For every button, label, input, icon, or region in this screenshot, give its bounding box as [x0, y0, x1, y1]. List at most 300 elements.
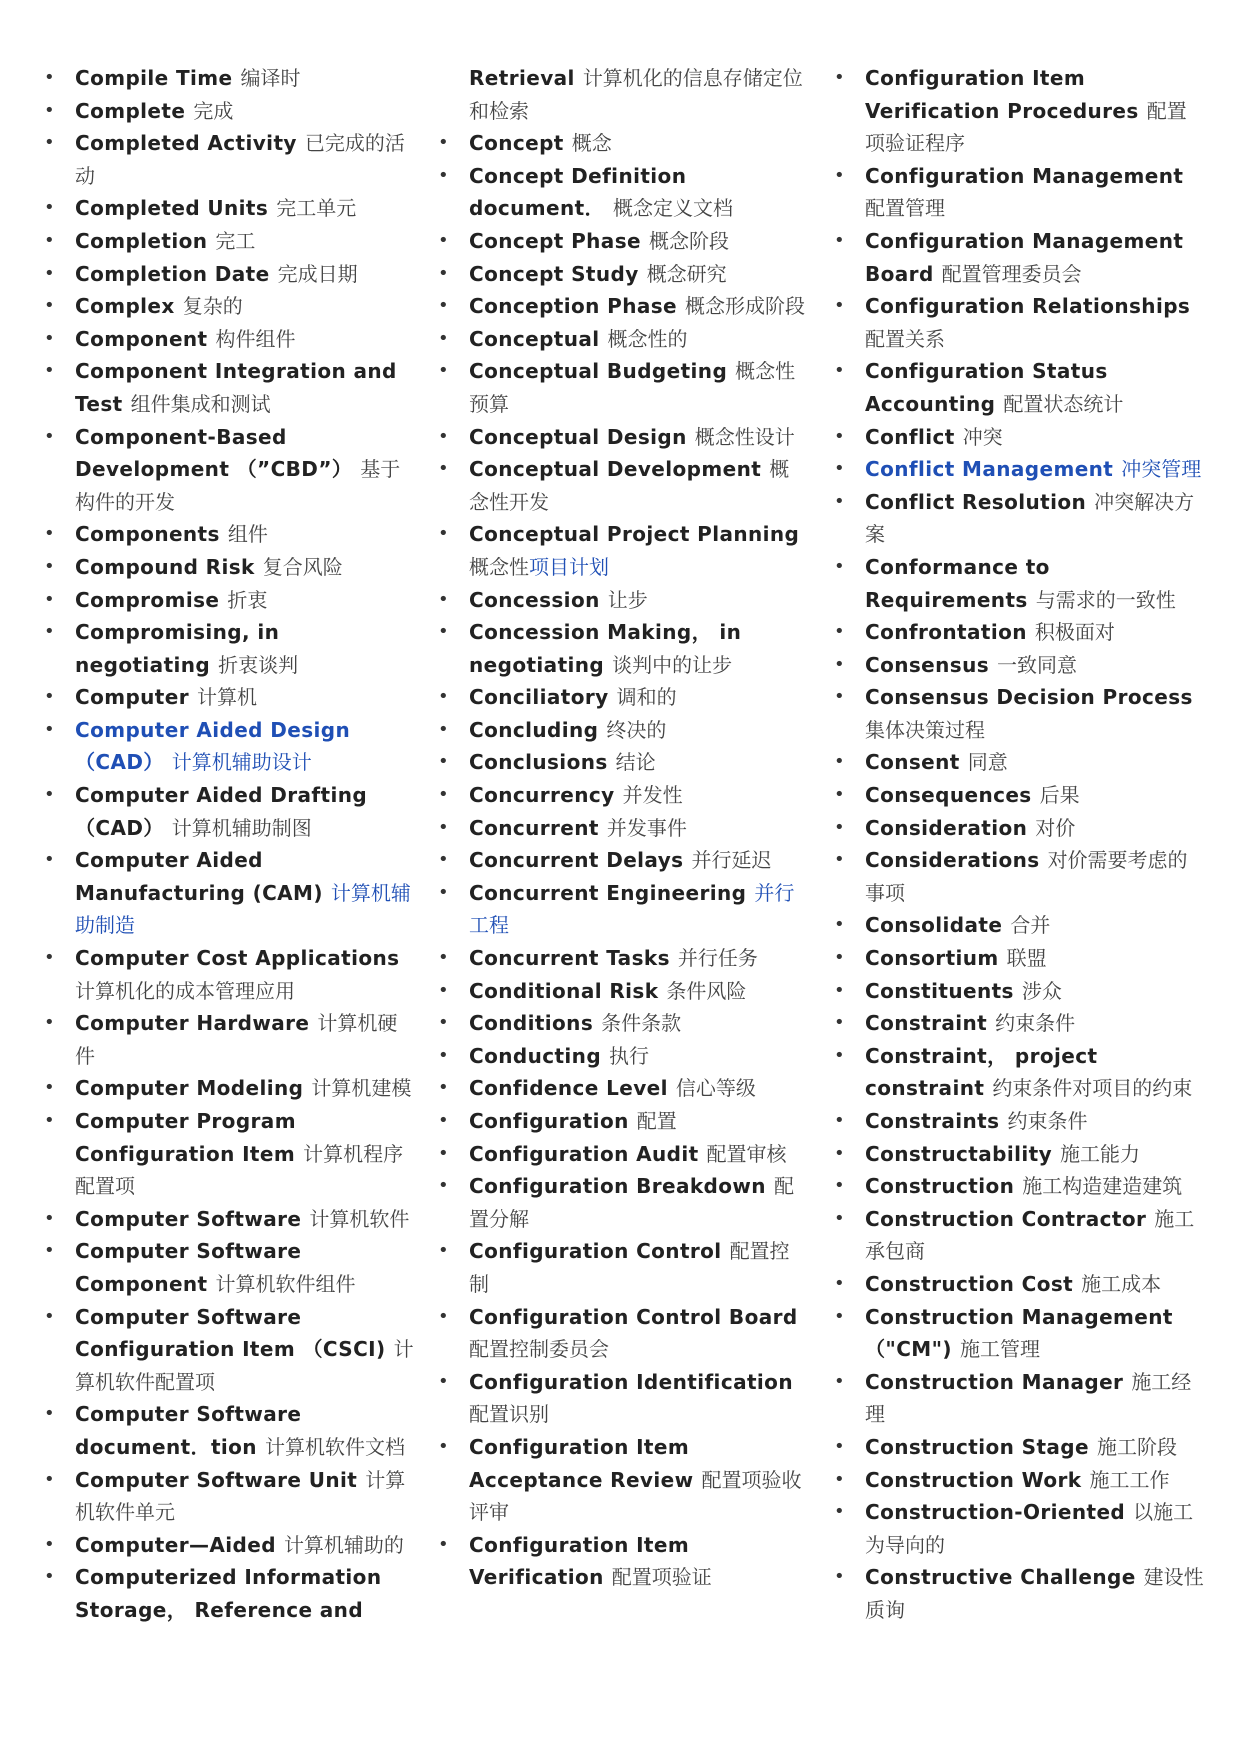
glossary-entry — [438, 1366, 808, 1431]
term-chinese: 配置管理 — [865, 196, 945, 221]
term-chinese: 配置管理委员会 — [941, 261, 1082, 286]
bullet-icon: • — [834, 653, 845, 675]
term-english: Compromise — [75, 587, 220, 612]
term-chinese: 施工成本 — [1081, 1271, 1162, 1296]
glossary-entry — [834, 649, 1206, 682]
bullet-icon: • — [44, 197, 55, 219]
glossary-entry — [438, 453, 808, 518]
bullet-icon: • — [438, 425, 449, 447]
glossary-entry — [438, 746, 808, 779]
term-english: Configuration Audit — [469, 1141, 699, 1166]
glossary-entry — [834, 1138, 1206, 1171]
term-chinese: 涉众 — [1021, 978, 1062, 1003]
term-chinese: 计算机软件文档 — [264, 1434, 405, 1459]
term-chinese: 冲突解决方案 — [865, 489, 1195, 547]
term-english: Computer Cost Applications — [75, 946, 400, 971]
glossary-entry — [44, 1561, 414, 1626]
bullet-icon: • — [44, 1077, 55, 1099]
term-english: Conditions — [469, 1011, 594, 1036]
term-english: Conflict — [865, 424, 955, 449]
glossary-entry — [834, 1203, 1206, 1268]
term-english: Retrieval — [469, 66, 575, 90]
term-english: Configuration — [469, 1109, 629, 1133]
term-english: Compile Time — [75, 66, 233, 90]
term-english: Considerations — [865, 848, 1040, 873]
glossary-entry — [834, 355, 1206, 420]
term-chinese: 计算机软件组件 — [215, 1271, 356, 1296]
term-english: Components — [75, 522, 220, 547]
glossary-entry — [438, 1040, 808, 1073]
bullet-icon: • — [44, 1566, 55, 1588]
bullet-icon: • — [438, 360, 449, 382]
glossary-entry — [44, 551, 414, 584]
term-english: Concept Study — [469, 261, 639, 286]
glossary-entry — [44, 355, 414, 420]
glossary-entry — [438, 942, 808, 975]
term-chinese: 配置 — [636, 1109, 677, 1133]
term-chinese: 概念阶段 — [648, 228, 729, 253]
term-chinese: 概念性预算 — [469, 359, 796, 416]
glossary-entry — [834, 1105, 1206, 1138]
term-chinese: 合并 — [1010, 913, 1051, 938]
term-chinese: 概念性的 — [607, 326, 688, 351]
glossary-entry — [438, 1072, 808, 1105]
term-english: Configuration Item Verification Procedures — [865, 66, 1139, 123]
bullet-icon: • — [834, 1175, 845, 1197]
term-chinese: 计算机辅助制图 — [171, 815, 312, 840]
term-english: Confrontation — [865, 620, 1027, 645]
bullet-icon: • — [44, 295, 55, 317]
term-english: Conditional Risk — [469, 978, 659, 1003]
term-chinese: 与需求的一致性 — [1035, 587, 1176, 612]
term-english: Consortium — [865, 946, 999, 971]
term-chinese: 结论 — [615, 750, 656, 775]
bullet-icon: • — [44, 1207, 55, 1229]
term-chinese: 施工承包商 — [865, 1206, 1195, 1264]
glossary-entry — [834, 616, 1206, 649]
term-english: Concurrent Delays — [469, 848, 684, 873]
bullet-icon: • — [438, 132, 449, 154]
term-chinese: 完工 — [215, 228, 256, 253]
glossary-entry — [834, 812, 1206, 845]
term-english: Computer Software Unit — [75, 1467, 358, 1492]
bullet-icon: • — [834, 686, 845, 708]
glossary-entry — [44, 421, 414, 519]
bullet-icon: • — [44, 1533, 55, 1555]
term-english: Conceptual Project Planning — [469, 522, 800, 547]
bullet-icon: • — [44, 99, 55, 121]
glossary-entry — [44, 616, 414, 681]
term-chinese: 配置分解 — [469, 1174, 794, 1231]
term-chinese: 并行工程 — [469, 880, 795, 938]
glossary-entry — [44, 1301, 414, 1399]
bullet-icon: • — [438, 229, 449, 251]
bullet-icon: • — [44, 718, 55, 740]
term-english: Construction Work — [865, 1467, 1082, 1492]
term-chinese: 编译时 — [240, 66, 301, 90]
glossary-entry — [438, 160, 808, 225]
term-english: Concurrent Engineering — [469, 880, 747, 905]
glossary-entry — [438, 714, 808, 747]
glossary-entry — [438, 1138, 808, 1171]
glossary-entry — [438, 518, 808, 583]
term-chinese: 概念定义文档 — [612, 196, 733, 221]
bullet-icon: • — [438, 1533, 449, 1555]
term-chinese: 概念形成阶段 — [685, 294, 806, 319]
term-english: Confidence Level — [469, 1076, 668, 1101]
bullet-icon: • — [438, 621, 449, 643]
term-chinese: 并发事件 — [606, 815, 687, 840]
bullet-icon: • — [44, 621, 55, 643]
term-chinese: 配置控制委员会 — [469, 1337, 609, 1362]
glossary-entry — [834, 1561, 1206, 1626]
term-english: Construction-Oriented — [865, 1500, 1126, 1525]
term-english: Compromising, in negotiating — [75, 620, 280, 677]
glossary-entry — [834, 681, 1206, 746]
term-chinese: 基于构件的开发 — [75, 457, 401, 514]
term-english: Completed Activity — [75, 131, 297, 156]
term-chinese: 复合风险 — [262, 554, 343, 579]
term-chinese: 集体决策过程 — [865, 717, 985, 742]
term-chinese: 折衷 — [227, 587, 268, 612]
term-chinese: 施工阶段 — [1096, 1434, 1177, 1459]
bullet-icon: • — [44, 1468, 55, 1490]
bullet-icon: • — [438, 1175, 449, 1197]
term-chinese: 配置项验证程序 — [865, 98, 1187, 156]
term-english: Computer Modeling — [75, 1076, 304, 1101]
glossary-entry — [438, 1301, 808, 1366]
term-english: Construction Contractor — [865, 1206, 1147, 1231]
glossary-entry — [834, 551, 1206, 616]
term-chinese: 概念研究 — [646, 261, 727, 286]
bullet-icon: • — [44, 947, 55, 969]
term-english: Computer Software — [75, 1206, 302, 1231]
glossary-entry — [438, 323, 808, 356]
glossary-entry — [44, 1007, 414, 1072]
bullet-icon: • — [834, 1207, 845, 1229]
term-chinese: 施工能力 — [1060, 1141, 1141, 1166]
term-english: Construction Management （"CM") — [865, 1304, 1173, 1362]
term-english: Complete — [75, 98, 186, 123]
bullet-icon: • — [438, 262, 449, 284]
bullet-icon: • — [834, 425, 845, 447]
term-english: Concept — [469, 131, 564, 156]
glossary-entry — [834, 1040, 1206, 1105]
glossary-entry — [438, 258, 808, 291]
term-english: Conformance to Requirements — [865, 554, 1050, 612]
term-english: Configuration Control Board — [469, 1304, 798, 1329]
term-english: Computer—Aided — [75, 1532, 276, 1557]
glossary-entry — [834, 779, 1206, 812]
bullet-icon: • — [834, 816, 845, 838]
term-english: Configuration Control — [469, 1239, 722, 1264]
glossary-entry — [44, 779, 414, 844]
bullet-icon: • — [834, 1305, 845, 1327]
bullet-icon: • — [44, 67, 55, 88]
bullet-icon: • — [438, 849, 449, 871]
glossary-entry — [44, 844, 414, 942]
term-english: Completion — [75, 228, 208, 253]
term-english: Concluding — [469, 717, 599, 742]
bullet-icon: • — [834, 295, 845, 317]
term-chinese: 组件 — [227, 522, 268, 547]
term-chinese: 概念 — [571, 131, 612, 156]
term-chinese: 建设性质询 — [865, 1565, 1204, 1622]
term-chinese: 冲突管理 — [1121, 457, 1202, 482]
term-chinese: 施工管理 — [959, 1337, 1040, 1362]
term-chinese: 冲突 — [962, 424, 1003, 449]
term-chinese: 组件集成和测试 — [130, 391, 271, 416]
bullet-icon: • — [834, 360, 845, 382]
bullet-icon: • — [438, 784, 449, 806]
glossary-entry — [44, 518, 414, 551]
term-chinese: 计算机辅助设计 — [171, 750, 312, 775]
term-english: Computer Software Configuration Item （CSCI) — [75, 1304, 386, 1362]
term-english: Completion Date — [75, 261, 270, 286]
bullet-icon: • — [438, 523, 449, 545]
glossary-entry — [44, 258, 414, 291]
bullet-icon: • — [44, 1110, 55, 1131]
term-chinese: 以施工为导向的 — [865, 1500, 1194, 1557]
term-chinese: 信心等级 — [675, 1076, 756, 1101]
glossary-entry — [834, 486, 1206, 551]
bullet-icon: • — [438, 1110, 449, 1131]
glossary-entry — [438, 584, 808, 617]
term-chinese: 施工构造建造建筑 — [1022, 1174, 1183, 1199]
bullet-icon: • — [834, 979, 845, 1001]
glossary-entry — [834, 1170, 1206, 1203]
bullet-icon: • — [44, 1012, 55, 1034]
bullet-icon: • — [834, 1012, 845, 1034]
term-english: Concurrency — [469, 783, 615, 808]
term-english: Configuration Relationships — [865, 294, 1191, 319]
term-chinese-link: 项目计划 — [529, 554, 609, 579]
term-chinese: 约束条件 — [995, 1011, 1076, 1036]
bullet-icon: • — [834, 947, 845, 969]
bullet-icon: • — [834, 849, 845, 871]
term-chinese: 调和的 — [616, 685, 677, 710]
term-english: Conceptual Budgeting — [469, 359, 728, 384]
term-english: Construction Manager — [865, 1369, 1124, 1394]
glossary-entry — [44, 1235, 414, 1300]
glossary-entry — [834, 844, 1206, 909]
glossary-entry — [438, 812, 808, 845]
term-english: Constraint — [865, 1011, 988, 1036]
term-english: Conducting — [469, 1043, 602, 1068]
bullet-icon: • — [438, 1012, 449, 1034]
term-chinese: 施工经理 — [865, 1369, 1192, 1427]
term-chinese: 构件组件 — [215, 326, 296, 351]
glossary-entry — [44, 192, 414, 225]
bullet-icon: • — [834, 784, 845, 806]
glossary-entry — [834, 290, 1206, 355]
bullet-icon: • — [438, 718, 449, 740]
term-english: Computer Aided Manufacturing (CAM) — [75, 848, 323, 905]
term-english: Computer Program Configuration Item — [75, 1109, 296, 1166]
glossary-entry — [438, 1529, 808, 1594]
bullet-icon: • — [44, 523, 55, 545]
term-chinese: 完工单元 — [276, 196, 357, 221]
bullet-icon: • — [438, 1044, 449, 1066]
bullet-icon: • — [834, 458, 845, 480]
glossary-entry — [438, 127, 808, 160]
bullet-icon: • — [44, 262, 55, 284]
bullet-icon: • — [834, 1272, 845, 1294]
term-english: Consequences — [865, 783, 1032, 808]
term-chinese: 概念性 — [469, 554, 529, 579]
glossary-entry — [438, 877, 808, 942]
bullet-icon: • — [438, 1077, 449, 1099]
term-english: Configuration Item Verification — [469, 1532, 690, 1590]
bullet-icon: • — [834, 914, 845, 936]
bullet-icon: • — [438, 751, 449, 773]
bullet-icon: • — [834, 1110, 845, 1131]
term-english: Construction Stage — [865, 1434, 1089, 1459]
glossary-entry — [834, 1007, 1206, 1040]
glossary-entry — [438, 616, 808, 681]
term-english: Conflict Resolution — [865, 489, 1087, 514]
term-english: Conclusions — [469, 750, 608, 775]
glossary-entry — [44, 942, 414, 1007]
term-chinese: 复杂的 — [182, 294, 243, 319]
glossary-entry — [44, 290, 414, 323]
bullet-icon: • — [438, 881, 449, 903]
term-english: Construction — [865, 1174, 1015, 1199]
term-english: Conceptual — [469, 326, 600, 351]
glossary-entry — [834, 1431, 1206, 1464]
glossary-entry — [834, 1268, 1206, 1301]
glossary-entry — [438, 225, 808, 258]
term-english: Configuration Status Accounting — [865, 359, 1108, 416]
bullet-icon: • — [44, 1305, 55, 1327]
glossary-entry — [834, 975, 1206, 1008]
term-chinese: 约束条件 — [1007, 1109, 1088, 1133]
term-chinese: 后果 — [1039, 783, 1080, 808]
term-english: Conflict Management — [865, 457, 1114, 482]
bullet-icon: • — [834, 490, 845, 512]
bullet-icon: • — [44, 327, 55, 349]
term-english: Computer Aided Drafting （CAD） — [75, 783, 368, 840]
bullet-icon: • — [834, 1501, 845, 1523]
term-chinese: 配置项验收评审 — [469, 1467, 802, 1525]
term-chinese: 并发性 — [622, 783, 683, 808]
term-english: Complex — [75, 294, 175, 319]
bullet-icon: • — [438, 164, 449, 186]
bullet-icon: • — [438, 1240, 449, 1262]
bullet-icon: • — [834, 1142, 845, 1164]
term-english: Computer — [75, 685, 190, 710]
glossary-entry — [834, 746, 1206, 779]
term-chinese: 计算机程序配置项 — [75, 1141, 404, 1199]
term-english: Conceptual Development — [469, 457, 762, 482]
term-chinese: 并行延迟 — [691, 848, 772, 873]
bullet-icon: • — [834, 555, 845, 577]
term-chinese: 计算机辅助制造 — [75, 880, 411, 938]
glossary-entry — [44, 225, 414, 258]
term-english: Concurrent Tasks — [469, 946, 670, 971]
term-chinese: 对价 — [1035, 815, 1076, 840]
term-english: Constituents — [865, 978, 1014, 1003]
term-chinese: 同意 — [967, 750, 1008, 775]
glossary-entry — [44, 323, 414, 356]
glossary-entry — [44, 1203, 414, 1236]
glossary-column-2 — [438, 62, 808, 1594]
bullet-icon: • — [44, 1403, 55, 1425]
term-chinese: 完成日期 — [277, 261, 358, 286]
glossary-entry — [438, 421, 808, 454]
glossary-entry — [834, 1366, 1206, 1431]
term-english: Computer Software Component — [75, 1239, 302, 1296]
term-chinese: 计算机化的成本管理应用 — [75, 978, 295, 1003]
term-chinese: 执行 — [609, 1043, 650, 1068]
term-chinese: 并行任务 — [677, 946, 758, 971]
term-chinese: 计算机 — [197, 685, 258, 710]
bullet-icon: • — [438, 816, 449, 838]
glossary-entry — [834, 942, 1206, 975]
term-english: Computerized Information Storage， Reference and — [75, 1565, 382, 1622]
glossary-entry — [44, 127, 414, 192]
term-english: Compound Risk — [75, 554, 255, 579]
glossary-entry — [44, 714, 414, 779]
term-chinese: 计算机建模 — [311, 1076, 412, 1101]
term-chinese: 计算机硬件 — [75, 1011, 398, 1068]
glossary-entry — [834, 160, 1206, 225]
term-chinese: 条件条款 — [601, 1011, 682, 1036]
term-chinese: 计算机软件配置项 — [75, 1337, 414, 1394]
bullet-icon: • — [438, 327, 449, 349]
bullet-icon: • — [438, 979, 449, 1001]
glossary-entry — [438, 975, 808, 1008]
term-chinese: 终决的 — [606, 717, 667, 742]
term-chinese: 谈判中的让步 — [612, 652, 733, 677]
term-english: Component-Based Development （”CBD”） — [75, 424, 353, 482]
term-english: Concession Making， in negotiating — [469, 620, 742, 677]
term-english: Construction Cost — [865, 1271, 1074, 1296]
glossary-entry — [834, 1496, 1206, 1561]
term-chinese: 条件风险 — [666, 978, 747, 1003]
term-english: Constructive Challenge — [865, 1565, 1136, 1590]
term-english: Computer Hardware — [75, 1011, 310, 1036]
bullet-icon: • — [44, 132, 55, 154]
glossary-entry — [438, 1431, 808, 1529]
glossary-column-3 — [834, 62, 1206, 1627]
term-chinese: 概念性开发 — [469, 457, 790, 514]
term-english: Configuration Item Acceptance Review — [469, 1434, 694, 1492]
bullet-icon: • — [44, 555, 55, 577]
bullet-icon: • — [834, 1566, 845, 1588]
bullet-icon: • — [834, 1370, 845, 1392]
term-chinese: 配置审核 — [706, 1141, 787, 1166]
bullet-icon: • — [834, 1044, 845, 1066]
term-english: Concurrent — [469, 815, 599, 840]
term-english: Configuration Management Board — [865, 228, 1184, 286]
glossary-entry — [438, 1170, 808, 1235]
glossary-column-1 — [44, 62, 414, 1627]
term-english: Configuration Management — [865, 163, 1184, 188]
glossary-entry — [438, 355, 808, 420]
glossary-entry — [438, 844, 808, 877]
term-english: Configuration Identification — [469, 1369, 793, 1394]
bullet-icon: • — [44, 360, 55, 382]
glossary-entry — [438, 1105, 808, 1138]
term-english: Consideration — [865, 815, 1028, 840]
term-english: Constructability — [865, 1141, 1053, 1166]
bullet-icon: • — [438, 1435, 449, 1457]
term-chinese: 计算机化的信息存储定位和检索 — [469, 66, 803, 123]
glossary-entry — [438, 62, 808, 127]
term-english: Constraint， project constraint — [865, 1043, 1098, 1101]
bullet-icon: • — [44, 849, 55, 871]
